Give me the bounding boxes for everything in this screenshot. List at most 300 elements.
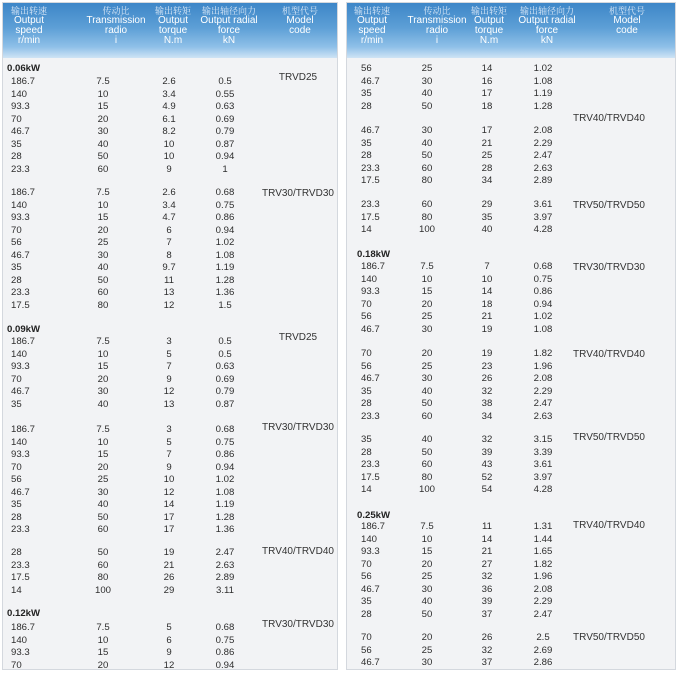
header-cn-label: 输出轴径向力 bbox=[519, 6, 574, 16]
table-row bbox=[3, 126, 337, 137]
power-section-label: 0.18kW bbox=[357, 249, 391, 260]
power-section-label: 0.09kW bbox=[7, 324, 41, 335]
header-en-label: Model bbox=[613, 15, 641, 26]
header-en-label: torque bbox=[158, 25, 188, 36]
output-torque-cell: 23 bbox=[481, 360, 493, 372]
transmission-ratio-cell: 40 bbox=[421, 385, 433, 397]
radial-force-cell: 2.29 bbox=[533, 385, 553, 397]
output-speed-cell: 56 bbox=[361, 63, 372, 74]
output-torque-cell: 21 bbox=[481, 546, 493, 557]
output-speed-cell: 70 bbox=[11, 224, 22, 236]
output-torque-cell: 14 bbox=[481, 286, 493, 297]
output-speed-cell: 14 bbox=[11, 584, 22, 596]
output-torque-cell: 12 bbox=[163, 386, 175, 397]
radial-force-cell: 2.29 bbox=[533, 137, 553, 149]
radial-force-cell: 1.08 bbox=[215, 249, 235, 261]
table-row bbox=[3, 374, 337, 385]
power-section-label: 0.25kW bbox=[357, 510, 391, 521]
radial-force-cell: 1.65 bbox=[533, 546, 553, 557]
transmission-ratio-cell: 40 bbox=[97, 398, 109, 410]
header-cn-label: 输出轴径向力 bbox=[201, 6, 256, 16]
transmission-ratio-cell: 7.5 bbox=[96, 187, 110, 198]
transmission-ratio-cell: 30 bbox=[97, 386, 109, 397]
radial-force-cell: 0.5 bbox=[218, 336, 232, 347]
table-header bbox=[347, 3, 675, 58]
output-torque-cell: 12 bbox=[163, 659, 175, 670]
output-torque-cell: 5 bbox=[166, 348, 172, 360]
output-speed-cell: 46.7 bbox=[361, 125, 380, 136]
table-row bbox=[3, 437, 337, 448]
header-en-label: i bbox=[435, 35, 439, 46]
output-speed-cell: 56 bbox=[361, 571, 372, 582]
output-speed-cell: 70 bbox=[361, 298, 372, 310]
table-row bbox=[347, 559, 675, 570]
table-row bbox=[3, 101, 337, 112]
output-torque-cell: 17 bbox=[481, 125, 493, 136]
table-row bbox=[3, 300, 337, 311]
model-code: TRV30/TRVD30 bbox=[573, 262, 645, 273]
radial-force-cell: 0.68 bbox=[215, 187, 235, 198]
output-speed-cell: 140 bbox=[361, 533, 378, 545]
output-speed-cell: 70 bbox=[361, 558, 372, 570]
output-torque-cell: 25 bbox=[481, 150, 493, 161]
transmission-ratio-cell: 20 bbox=[421, 558, 433, 570]
header-cell bbox=[265, 3, 335, 58]
table-row bbox=[347, 163, 675, 174]
output-speed-cell: 46.7 bbox=[361, 373, 380, 384]
output-torque-cell: 39 bbox=[481, 596, 493, 607]
radial-force-cell: 2.5 bbox=[536, 632, 550, 643]
header-en-label: torque bbox=[474, 25, 504, 36]
transmission-ratio-cell: 15 bbox=[97, 647, 109, 658]
power-section-label: 0.12kW bbox=[7, 608, 41, 619]
radial-force-cell: 3.39 bbox=[533, 446, 553, 458]
table-row bbox=[3, 462, 337, 473]
table-row bbox=[3, 560, 337, 571]
header-cn-label: 传动比 bbox=[102, 6, 130, 16]
table-row bbox=[347, 150, 675, 161]
output-speed-cell: 46.7 bbox=[361, 657, 380, 668]
table-row bbox=[3, 512, 337, 523]
output-torque-cell: 7 bbox=[166, 237, 172, 248]
radial-force-cell: 1.19 bbox=[215, 499, 235, 510]
header-cell bbox=[515, 3, 579, 58]
transmission-ratio-cell: 25 bbox=[97, 474, 109, 485]
output-torque-cell: 28 bbox=[481, 162, 493, 174]
table-row bbox=[347, 101, 675, 112]
transmission-ratio-cell: 50 bbox=[97, 547, 109, 558]
header-en-label: radio bbox=[425, 25, 449, 36]
radial-force-cell: 1.28 bbox=[215, 511, 235, 523]
radial-force-cell: 0.87 bbox=[215, 398, 235, 410]
table-row bbox=[347, 274, 675, 285]
radial-force-cell: 0.69 bbox=[215, 113, 235, 125]
output-torque-cell: 19 bbox=[163, 547, 175, 558]
radial-force-cell: 1.5 bbox=[218, 299, 232, 311]
radial-force-cell: 2.86 bbox=[533, 657, 553, 668]
radial-force-cell: 1 bbox=[222, 163, 228, 175]
transmission-ratio-cell: 7.5 bbox=[420, 521, 434, 532]
output-speed-cell: 28 bbox=[11, 511, 22, 523]
radial-force-cell: 0.87 bbox=[215, 138, 235, 150]
transmission-ratio-cell: 50 bbox=[421, 150, 433, 161]
transmission-ratio-cell: 60 bbox=[421, 459, 433, 470]
header-cn-label: 机型代号 bbox=[608, 6, 645, 16]
radial-force-cell: 1.19 bbox=[215, 262, 235, 273]
header-cell bbox=[195, 3, 263, 58]
output-torque-cell: 38 bbox=[481, 398, 493, 409]
output-torque-cell: 26 bbox=[163, 572, 175, 583]
header-en-label: code bbox=[289, 25, 311, 36]
header-en-label: r/min bbox=[17, 35, 41, 46]
transmission-ratio-cell: 60 bbox=[97, 559, 109, 571]
table-row bbox=[347, 88, 675, 99]
output-torque-cell: 6 bbox=[166, 634, 172, 646]
radial-force-cell: 1.31 bbox=[533, 521, 553, 532]
output-speed-cell: 35 bbox=[11, 262, 22, 273]
transmission-ratio-cell: 10 bbox=[97, 436, 109, 448]
output-speed-cell: 17.5 bbox=[361, 211, 380, 223]
output-speed-cell: 35 bbox=[361, 434, 372, 445]
transmission-ratio-cell: 25 bbox=[97, 237, 109, 248]
output-speed-cell: 23.3 bbox=[11, 287, 30, 298]
header-en-label: Model bbox=[286, 15, 314, 26]
radial-force-cell: 3.97 bbox=[533, 211, 553, 223]
radial-force-cell: 2.47 bbox=[533, 398, 553, 409]
table-row bbox=[347, 63, 675, 74]
table-row bbox=[347, 571, 675, 582]
output-speed-cell: 28 bbox=[361, 100, 372, 112]
radial-force-cell: 2.47 bbox=[215, 547, 235, 558]
radial-force-cell: 4.28 bbox=[533, 484, 553, 495]
transmission-ratio-cell: 100 bbox=[418, 484, 436, 495]
transmission-ratio-cell: 20 bbox=[97, 113, 109, 125]
output-torque-cell: 17 bbox=[163, 511, 175, 523]
output-speed-cell: 56 bbox=[11, 237, 22, 248]
table-row bbox=[3, 474, 337, 485]
output-speed-cell: 56 bbox=[361, 644, 372, 656]
output-speed-cell: 35 bbox=[11, 398, 22, 410]
transmission-ratio-cell: 80 bbox=[421, 211, 433, 223]
transmission-ratio-cell: 25 bbox=[421, 571, 433, 582]
output-speed-cell: 186.7 bbox=[11, 336, 36, 347]
output-torque-cell: 34 bbox=[481, 175, 493, 186]
transmission-ratio-cell: 7.5 bbox=[96, 424, 110, 435]
output-speed-cell: 23.3 bbox=[361, 459, 380, 470]
output-torque-cell: 32 bbox=[481, 644, 493, 656]
transmission-ratio-cell: 7.5 bbox=[96, 622, 110, 633]
header-cell bbox=[465, 3, 513, 58]
output-torque-cell: 14 bbox=[481, 63, 493, 74]
table-row bbox=[3, 487, 337, 498]
transmission-ratio-cell: 50 bbox=[97, 274, 109, 286]
output-torque-cell: 26 bbox=[481, 632, 493, 643]
radial-force-cell: 1.08 bbox=[533, 323, 553, 335]
header-en-label: r/min bbox=[360, 35, 384, 46]
output-torque-cell: 21 bbox=[163, 559, 175, 571]
radial-force-cell: 0.75 bbox=[215, 436, 235, 448]
table-row bbox=[3, 200, 337, 211]
output-torque-cell: 6 bbox=[166, 224, 172, 236]
transmission-ratio-cell: 40 bbox=[421, 596, 433, 607]
output-speed-cell: 93.3 bbox=[361, 286, 380, 297]
output-speed-cell: 17.5 bbox=[11, 572, 30, 583]
output-torque-cell: 36 bbox=[481, 583, 493, 595]
header-cn-label: 输出转速 bbox=[353, 6, 390, 16]
output-speed-cell: 56 bbox=[361, 311, 372, 322]
output-torque-cell: 40 bbox=[481, 224, 493, 235]
output-torque-cell: 9 bbox=[166, 461, 172, 473]
output-torque-cell: 34 bbox=[481, 410, 493, 422]
radial-force-cell: 0.75 bbox=[215, 199, 235, 211]
output-speed-cell: 35 bbox=[361, 137, 372, 149]
transmission-ratio-cell: 30 bbox=[97, 249, 109, 261]
radial-force-cell: 3.97 bbox=[533, 471, 553, 483]
transmission-ratio-cell: 15 bbox=[421, 286, 433, 297]
header-cn-label: 输出转矩 bbox=[470, 6, 507, 16]
radial-force-cell: 0.94 bbox=[215, 151, 235, 162]
table-row bbox=[3, 585, 337, 596]
table-row bbox=[3, 635, 337, 646]
transmission-ratio-cell: 25 bbox=[421, 644, 433, 656]
transmission-ratio-cell: 30 bbox=[97, 126, 109, 137]
table-row bbox=[347, 645, 675, 656]
radial-force-cell: 0.79 bbox=[215, 126, 235, 137]
table-row bbox=[347, 657, 675, 668]
table-row bbox=[347, 386, 675, 397]
output-torque-cell: 7 bbox=[166, 449, 172, 460]
transmission-ratio-cell: 25 bbox=[421, 360, 433, 372]
output-torque-cell: 12 bbox=[163, 299, 175, 311]
table-row bbox=[3, 499, 337, 510]
table-row bbox=[347, 447, 675, 458]
output-speed-cell: 186.7 bbox=[11, 76, 36, 87]
header-en-label: Output bbox=[356, 15, 388, 26]
output-torque-cell: 35 bbox=[481, 211, 493, 223]
output-torque-cell: 8 bbox=[166, 249, 172, 261]
transmission-ratio-cell: 10 bbox=[97, 199, 109, 211]
radial-force-cell: 2.08 bbox=[533, 373, 553, 384]
radial-force-cell: 1.96 bbox=[533, 571, 553, 582]
table-row bbox=[3, 349, 337, 360]
output-torque-cell: 9 bbox=[166, 163, 172, 175]
output-speed-cell: 93.3 bbox=[11, 647, 30, 658]
radial-force-cell: 2.29 bbox=[533, 596, 553, 607]
table-row bbox=[347, 596, 675, 607]
output-speed-cell: 14 bbox=[361, 484, 372, 495]
transmission-ratio-cell: 40 bbox=[97, 499, 109, 510]
table-row bbox=[347, 584, 675, 595]
spec-table-right bbox=[346, 2, 676, 670]
table-row bbox=[347, 534, 675, 545]
output-speed-cell: 186.7 bbox=[11, 424, 36, 435]
output-speed-cell: 93.3 bbox=[11, 361, 30, 372]
transmission-ratio-cell: 20 bbox=[421, 348, 433, 359]
output-speed-cell: 46.7 bbox=[11, 486, 30, 498]
output-speed-cell: 23.3 bbox=[11, 559, 30, 571]
output-torque-cell: 5 bbox=[166, 622, 172, 633]
radial-force-cell: 1.36 bbox=[215, 524, 235, 535]
table-row bbox=[3, 660, 337, 671]
output-torque-cell: 3 bbox=[166, 336, 172, 347]
output-speed-cell: 140 bbox=[11, 199, 28, 211]
transmission-ratio-cell: 15 bbox=[97, 101, 109, 112]
radial-force-cell: 0.79 bbox=[215, 386, 235, 397]
model-code: TRV40/TRVD40 bbox=[573, 113, 645, 124]
output-torque-cell: 9 bbox=[166, 647, 172, 658]
table-row bbox=[347, 472, 675, 483]
table-row bbox=[3, 114, 337, 125]
output-torque-cell: 13 bbox=[163, 287, 175, 298]
header-en-label: i bbox=[114, 35, 118, 46]
output-speed-cell: 93.3 bbox=[11, 101, 30, 112]
header-en-label: code bbox=[616, 25, 638, 36]
table-row bbox=[347, 286, 675, 297]
output-speed-cell: 17.5 bbox=[11, 299, 30, 311]
radial-force-cell: 1.02 bbox=[215, 474, 235, 485]
output-speed-cell: 70 bbox=[11, 113, 22, 125]
header-en-label: force bbox=[535, 25, 559, 36]
header-en-label: speed bbox=[358, 25, 386, 36]
output-torque-cell: 3.4 bbox=[162, 199, 176, 211]
transmission-ratio-cell: 10 bbox=[421, 533, 433, 545]
output-speed-cell: 46.7 bbox=[361, 75, 380, 87]
radial-force-cell: 0.5 bbox=[218, 76, 232, 87]
output-torque-cell: 29 bbox=[481, 199, 493, 210]
transmission-ratio-cell: 50 bbox=[97, 511, 109, 523]
output-speed-cell: 35 bbox=[361, 88, 372, 99]
radial-force-cell: 0.86 bbox=[533, 286, 553, 297]
output-torque-cell: 10 bbox=[163, 474, 175, 485]
output-speed-cell: 17.5 bbox=[361, 471, 380, 483]
transmission-ratio-cell: 50 bbox=[421, 398, 433, 409]
output-torque-cell: 17 bbox=[163, 524, 175, 535]
radial-force-cell: 0.68 bbox=[215, 622, 235, 633]
table-row bbox=[3, 212, 337, 223]
header-cn-label: 机型代号 bbox=[281, 6, 318, 16]
output-torque-cell: 29 bbox=[163, 584, 175, 596]
transmission-ratio-cell: 10 bbox=[97, 634, 109, 646]
output-speed-cell: 23.3 bbox=[361, 162, 380, 174]
table-row bbox=[347, 459, 675, 470]
table-row bbox=[3, 399, 337, 410]
transmission-ratio-cell: 50 bbox=[97, 151, 109, 162]
output-speed-cell: 35 bbox=[11, 499, 22, 510]
model-code: TRVD25 bbox=[278, 72, 318, 83]
radial-force-cell: 2.08 bbox=[533, 125, 553, 136]
output-torque-cell: 6.1 bbox=[162, 113, 176, 125]
transmission-ratio-cell: 7.5 bbox=[96, 336, 110, 347]
transmission-ratio-cell: 15 bbox=[421, 546, 433, 557]
output-speed-cell: 23.3 bbox=[361, 410, 380, 422]
transmission-ratio-cell: 60 bbox=[97, 287, 109, 298]
output-torque-cell: 21 bbox=[481, 137, 493, 149]
output-torque-cell: 32 bbox=[481, 571, 493, 582]
table-row bbox=[3, 647, 337, 658]
output-torque-cell: 5 bbox=[166, 436, 172, 448]
transmission-ratio-cell: 20 bbox=[421, 298, 433, 310]
table-row bbox=[347, 324, 675, 335]
transmission-ratio-cell: 30 bbox=[421, 125, 433, 136]
radial-force-cell: 2.63 bbox=[533, 410, 553, 422]
table-row bbox=[3, 164, 337, 175]
output-speed-cell: 28 bbox=[11, 151, 22, 162]
output-speed-cell: 35 bbox=[11, 138, 22, 150]
transmission-ratio-cell: 10 bbox=[97, 348, 109, 360]
output-speed-cell: 23.3 bbox=[361, 199, 380, 210]
table-row bbox=[3, 151, 337, 162]
output-speed-cell: 70 bbox=[361, 632, 372, 643]
transmission-ratio-cell: 20 bbox=[97, 373, 109, 385]
radial-force-cell: 1.08 bbox=[215, 486, 235, 498]
transmission-ratio-cell: 15 bbox=[97, 449, 109, 460]
output-speed-cell: 28 bbox=[361, 150, 372, 161]
output-torque-cell: 2.6 bbox=[162, 187, 176, 198]
transmission-ratio-cell: 80 bbox=[97, 299, 109, 311]
output-torque-cell: 27 bbox=[481, 558, 493, 570]
transmission-ratio-cell: 30 bbox=[421, 657, 433, 668]
header-en-label: Output radial bbox=[200, 15, 258, 26]
radial-force-cell: 0.75 bbox=[215, 634, 235, 646]
table-row bbox=[3, 262, 337, 273]
radial-force-cell: 2.08 bbox=[533, 583, 553, 595]
transmission-ratio-cell: 100 bbox=[94, 584, 112, 596]
transmission-ratio-cell: 100 bbox=[418, 224, 436, 235]
table-row bbox=[347, 609, 675, 620]
radial-force-cell: 2.47 bbox=[533, 608, 553, 620]
output-torque-cell: 9.7 bbox=[162, 262, 176, 273]
power-section-label: 0.06kW bbox=[7, 63, 41, 74]
output-torque-cell: 32 bbox=[481, 385, 493, 397]
radial-force-cell: 1.96 bbox=[533, 360, 553, 372]
radial-force-cell: 0.68 bbox=[533, 261, 553, 272]
transmission-ratio-cell: 30 bbox=[97, 486, 109, 498]
transmission-ratio-cell: 40 bbox=[421, 88, 433, 99]
output-torque-cell: 7 bbox=[166, 361, 172, 372]
output-torque-cell: 2.6 bbox=[162, 76, 176, 87]
transmission-ratio-cell: 40 bbox=[97, 262, 109, 273]
output-speed-cell: 14 bbox=[361, 224, 372, 235]
table-row bbox=[3, 139, 337, 150]
transmission-ratio-cell: 40 bbox=[421, 137, 433, 149]
header-en-label: force bbox=[217, 25, 241, 36]
output-speed-cell: 28 bbox=[361, 398, 372, 409]
radial-force-cell: 1.02 bbox=[533, 63, 553, 74]
output-torque-cell: 43 bbox=[481, 459, 493, 470]
output-speed-cell: 140 bbox=[11, 634, 28, 646]
transmission-ratio-cell: 15 bbox=[97, 212, 109, 223]
radial-force-cell: 0.94 bbox=[215, 461, 235, 473]
table-row bbox=[347, 546, 675, 557]
output-speed-cell: 56 bbox=[11, 474, 22, 485]
output-torque-cell: 10 bbox=[163, 138, 175, 150]
transmission-ratio-cell: 30 bbox=[421, 373, 433, 384]
table-row bbox=[3, 572, 337, 583]
radial-force-cell: 1.02 bbox=[533, 311, 553, 322]
radial-force-cell: 1.08 bbox=[533, 75, 553, 87]
transmission-ratio-cell: 25 bbox=[421, 63, 433, 74]
output-speed-cell: 28 bbox=[11, 274, 22, 286]
header-en-label: Output bbox=[157, 15, 189, 26]
table-row bbox=[3, 275, 337, 286]
transmission-ratio-cell: 60 bbox=[421, 199, 433, 210]
header-en-label: Output bbox=[13, 15, 45, 26]
table-row bbox=[347, 125, 675, 136]
output-torque-cell: 4.7 bbox=[162, 212, 176, 223]
output-torque-cell: 11 bbox=[164, 274, 174, 286]
radial-force-cell: 3.61 bbox=[533, 199, 553, 210]
transmission-ratio-cell: 30 bbox=[421, 323, 433, 335]
